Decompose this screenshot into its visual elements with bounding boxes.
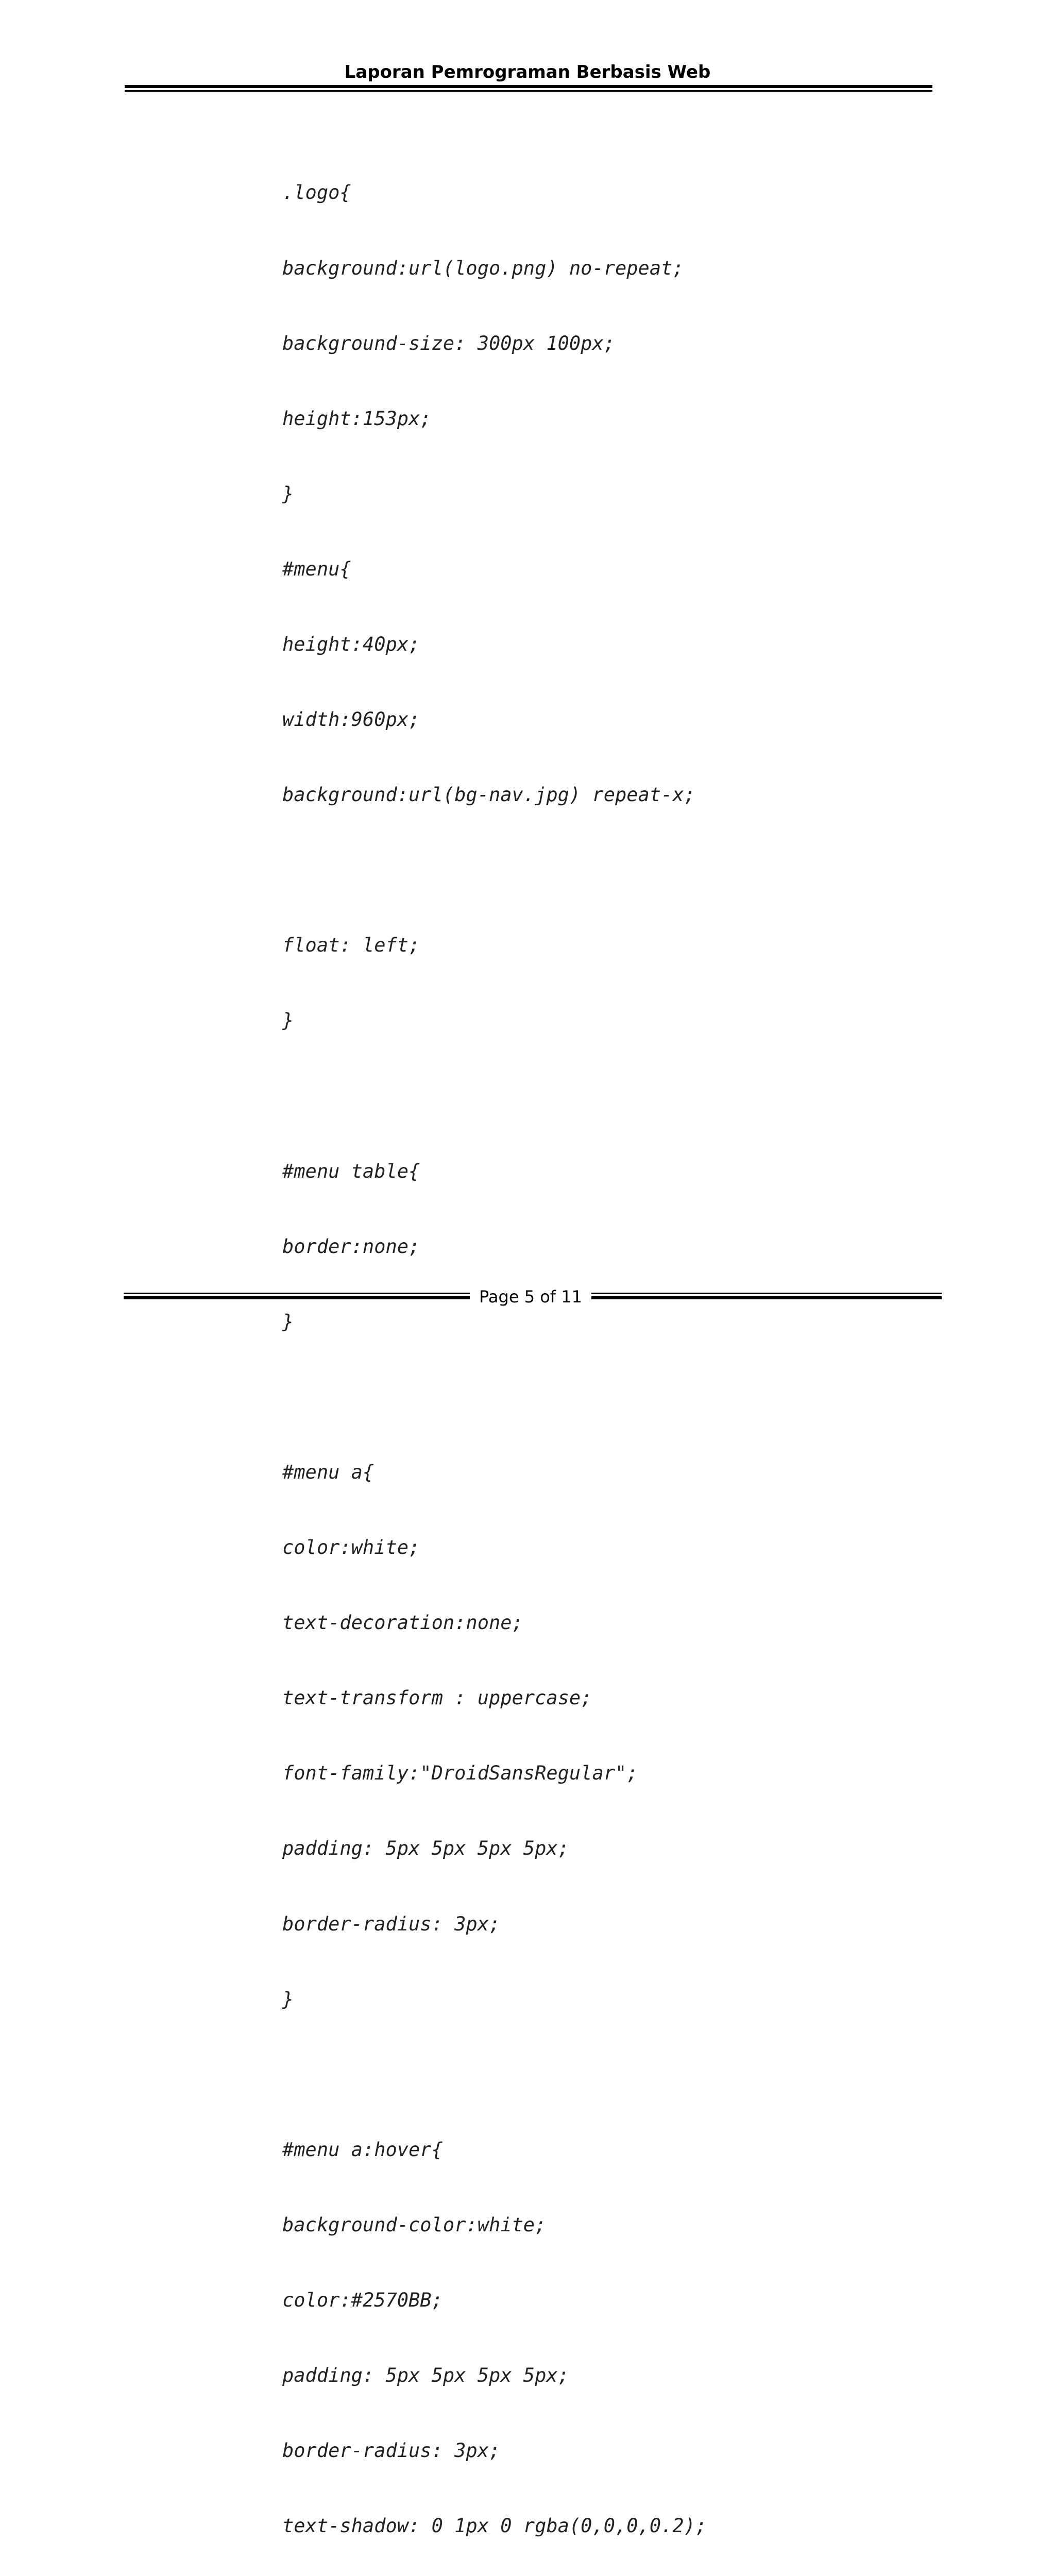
code-line: #menu a{ (282, 1461, 375, 1483)
code-line: #menu table{ (282, 1160, 420, 1182)
page-header-title: Laporan Pemrograman Berbasis Web (344, 62, 711, 82)
code-line: } (282, 1988, 294, 2010)
code-line: color:#2570BB; (282, 2289, 443, 2312)
code-line: background-color:white; (282, 2213, 547, 2236)
footer-rule-right-thick (591, 1296, 942, 1299)
code-line: height:40px; (282, 633, 420, 655)
code-line: width:960px; (282, 708, 420, 731)
code-line: background:url(logo.png) no-repeat; (282, 257, 684, 279)
code-line: padding: 5px 5px 5px 5px; (282, 1837, 569, 1860)
code-line (282, 1385, 952, 1410)
code-line: background-size: 300px 100px; (282, 332, 616, 354)
code-line: text-shadow: 0 1px 0 rgba(0,0,0,0.2); (282, 2515, 707, 2537)
code-line: border:none; (282, 1235, 420, 1258)
code-line: float: left; (282, 934, 420, 957)
code-line: } (282, 1009, 294, 1032)
code-line: text-transform : uppercase; (282, 1687, 592, 1709)
code-line: color:white; (282, 1536, 420, 1559)
header-rule-thick (125, 85, 932, 88)
code-line (282, 1084, 952, 1109)
footer-rule-right-thin (591, 1293, 942, 1294)
code-line: } (282, 1310, 294, 1333)
code-line: text-decoration:none; (282, 1612, 523, 1634)
code-line: } (282, 482, 294, 505)
page-footer (0, 1285, 1055, 1308)
code-line: border-radius: 3px; (282, 1912, 501, 1935)
code-line: height:153px; (282, 407, 432, 430)
footer-rule-left-thick (124, 1296, 470, 1299)
code-line (282, 858, 952, 883)
code-line (282, 2062, 952, 2088)
code-line: background:url(bg-nav.jpg) repeat-x; (282, 784, 695, 806)
page-number: Page 5 of 11 (479, 1287, 582, 1307)
code-line: border-radius: 3px; (282, 2439, 501, 2462)
code-listing (282, 130, 952, 2576)
code-line: .logo{ (282, 181, 351, 204)
code-line: font-family:"DroidSansRegular"; (282, 1762, 638, 1785)
code-line: #menu{ (282, 557, 351, 580)
code-line: padding: 5px 5px 5px 5px; (282, 2364, 569, 2387)
footer-rule-left-thin (124, 1293, 470, 1294)
code-line: #menu a:hover{ (282, 2138, 443, 2161)
header-rule-thin (125, 90, 932, 92)
